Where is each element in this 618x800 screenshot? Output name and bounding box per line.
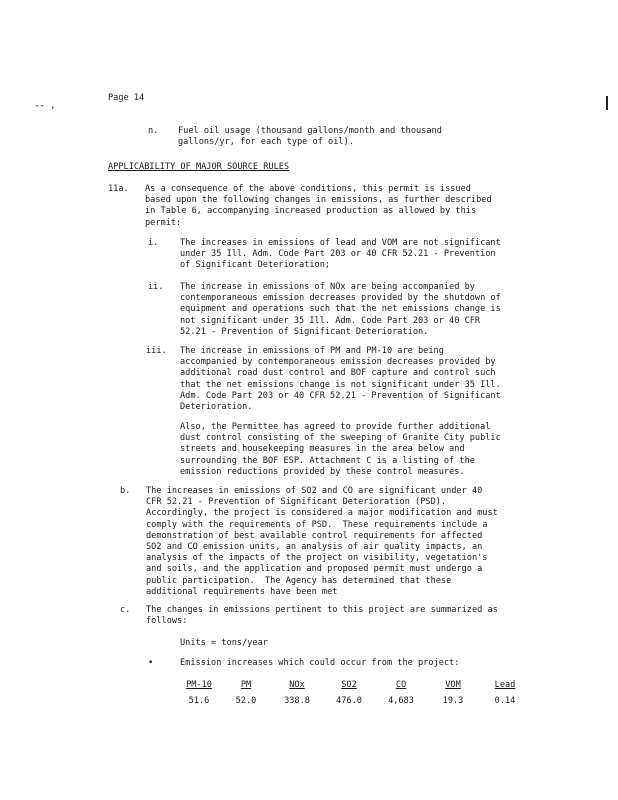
margin-mark: -- ,	[34, 101, 56, 111]
table-header-row	[178, 678, 530, 694]
margin-bar	[606, 96, 608, 110]
value-lead: 0.14	[494, 696, 516, 707]
header-vom: VOM	[445, 680, 461, 691]
emissions-table	[178, 678, 530, 710]
value-nox: 338.8	[284, 696, 310, 707]
header-pm: PM	[240, 680, 252, 691]
header-co: CO	[395, 680, 407, 691]
value-pm10: 51.6	[188, 696, 210, 707]
item-b-text: The increases in emissions of SO2 and CO are significant under 40 CFR 52.21 - Prevention of Significant Deterioration (PSD). Accordingly, the project is considered a major modification and must comply with the requirements of PSD. These requirements include a demonstration of best available control requirements for affected SO2 and CO emission units, an analysis of air quality impacts, an analysis of the impacts of the project on visibility, vegetation's and soils, and the application and proposed permit must undergo a public participation. The Agency has determined that these additional requirements have been met	[146, 486, 498, 597]
header-pm10: PM-10	[186, 680, 212, 691]
item-i-label: i.	[148, 238, 159, 248]
table-row	[178, 694, 530, 710]
bullet-text: Emission increases which could occur from the project:	[180, 658, 460, 668]
section-heading: APPLICABILITY OF MAJOR SOURCE RULES	[108, 162, 290, 172]
item-c-label: c.	[120, 605, 131, 615]
item-b-label: b.	[120, 486, 131, 496]
item-ii-text: The increase in emissions of NOx are being accompanied by contemporaneous emission decreases provided by the shutdown of equipment and operations such that the net emissions change is not significant under 35 Ill. Adm. Code Part 203 or 40 CFR 52.21 - Prevention of Significant Deterioration.	[180, 282, 501, 337]
value-so2: 476.0	[336, 696, 362, 707]
item-i-text: The increases in emissions of lead and VOM are not significant under 35 Ill. Adm. Code Part 203 or 40 CFR 52.21 - Prevention of Significant Deterioration;	[180, 238, 501, 271]
value-pm: 52.0	[235, 696, 257, 707]
page-number: Page 14	[108, 93, 145, 103]
units-note: Units = tons/year	[180, 638, 268, 648]
item-n-text: Fuel oil usage (thousand gallons/month and thousand gallons/yr, for each type of oil).	[178, 126, 442, 148]
item-iii-label: iii.	[146, 346, 167, 356]
item-iii-text: The increase in emissions of PM and PM-10 are being accompanied by contemporaneous emission decreases provided by additional road dust control and BOF capture and control such that the net emissions change is not significant under 35 Ill. Adm. Code Part 203 or 40 CFR 52.21 - Prevention of Significant Deterioration.	[180, 346, 501, 413]
value-co: 4,683	[388, 696, 414, 707]
item-n-label: n.	[148, 126, 159, 136]
item-iii-text-2: Also, the Permittee has agreed to provide further additional dust control consisting of the sweeping of Granite City public streets and housekeeping measures in the area below and surrounding the BOF ESP. Attachment C is a listing of the emission reductions provided by these control measures.	[180, 422, 501, 477]
item-11a-label: 11a.	[108, 184, 129, 194]
value-vom: 19.3	[442, 696, 464, 707]
header-lead: Lead	[494, 680, 516, 691]
item-11a-text: As a consequence of the above conditions, this permit is issued based upon the following changes in emissions, as further described in Table 6, accompanying increased production as allowed by this permit:	[145, 184, 492, 228]
header-so2: SO2	[341, 680, 357, 691]
header-nox: NOx	[289, 680, 305, 691]
bullet-icon: •	[148, 658, 154, 668]
item-ii-label: ii.	[148, 282, 164, 292]
item-c-text: The changes in emissions pertinent to this project are summarized as follows:	[146, 605, 498, 627]
